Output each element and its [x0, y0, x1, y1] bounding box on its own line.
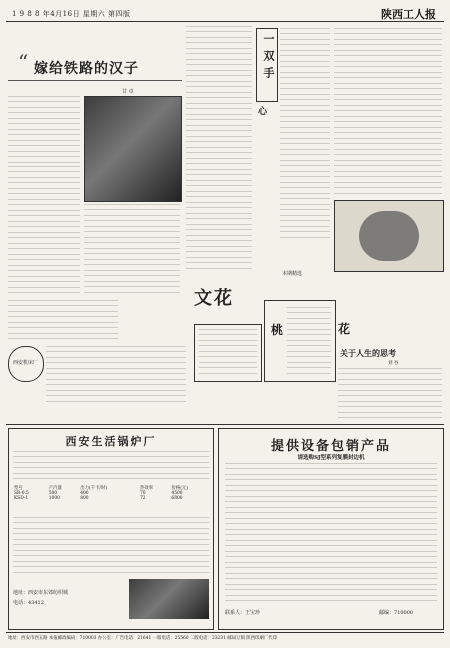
address-label: 地址： — [13, 590, 29, 596]
ad-right-postcode — [379, 609, 413, 616]
th-output: 出力(千卡/时) — [80, 486, 108, 491]
feature-side-label: 心 — [258, 107, 268, 117]
feature-title — [260, 33, 276, 84]
article-railway — [8, 26, 182, 298]
cell: 1000 — [48, 496, 60, 501]
peach-left-char: 桃 — [271, 323, 284, 337]
cell: 400 — [80, 491, 89, 496]
ad-left — [8, 428, 214, 630]
cell: SR-0.5 — [14, 491, 29, 496]
culture-title: 文花 — [194, 288, 234, 309]
article-text-col3 — [84, 204, 180, 296]
postcode-label: 邮编： — [379, 610, 395, 616]
ad-left-body — [13, 517, 209, 577]
culture-peach-box — [264, 300, 336, 382]
ad-right-body — [225, 463, 437, 603]
article-byline: 甘 卓 — [122, 89, 134, 95]
stamp-label: 西安机床厂 — [13, 360, 39, 366]
article-text-col1 — [8, 96, 80, 164]
footer-rule — [6, 632, 444, 633]
th-efficiency: 热效率 — [139, 486, 154, 491]
lower-left-text — [8, 300, 118, 342]
lower-mid-text — [46, 346, 186, 406]
ad-right-subtitle: 请选购SJ型系列复膜封边机 — [297, 455, 365, 461]
feature-text-col1 — [280, 28, 330, 238]
headline-rule — [8, 80, 182, 81]
address-value: 西安市东郊纺织城 — [28, 590, 69, 596]
table-row — [13, 496, 209, 501]
ad-left-title: 西安生活锅炉厂 — [65, 435, 157, 448]
cell: 72 — [139, 496, 146, 501]
postcode-value: 710000 — [394, 610, 414, 616]
illustration-box — [334, 200, 444, 272]
ad-left-table — [13, 485, 209, 501]
culture-title-block — [194, 276, 254, 322]
peach-right-char: 花 — [338, 322, 351, 336]
phone-label: 电话： — [13, 600, 29, 606]
article-photo — [84, 96, 182, 202]
ad-right-title: 提供设备包销产品 — [270, 439, 391, 454]
life-headline: 关于人生的思考 — [340, 348, 396, 358]
ads-rule — [6, 424, 444, 425]
masthead — [6, 6, 444, 20]
illustration-figure — [359, 211, 419, 261]
cell: 800 — [80, 496, 89, 501]
ad-right — [218, 428, 444, 630]
feature-text-col2 — [334, 28, 442, 198]
ad-left-phone — [13, 599, 44, 606]
cell: 70 — [139, 491, 146, 496]
feature-char-1: 一 — [262, 33, 275, 50]
article-headline: 嫁给铁路的汉子 — [34, 61, 139, 77]
life-byline: 刘 谷 — [388, 361, 399, 366]
paper-logo: 陕西工人报 — [381, 8, 436, 21]
cell: 500 — [48, 491, 58, 496]
culture-side-text — [199, 329, 257, 377]
date-line: 1 9 8 8 年4月16日 星期六 第四版 — [12, 10, 131, 18]
footer-text: 地址：西安市西五路 本报邮政编码：710003 办公室：广告电话：21641 一版电话：25560 二版电话：23231 邮局订阅 陕西印刷厂代印 — [8, 636, 278, 641]
peach-text — [287, 307, 331, 377]
ad-left-intro — [13, 451, 209, 481]
article-text-col2 — [8, 166, 80, 296]
feature-char-3: 手 — [262, 67, 275, 84]
cell: 6800 — [171, 496, 183, 501]
masthead-rule — [6, 21, 444, 22]
cell: KSD-1 — [14, 496, 29, 501]
phone-value: 43412 — [28, 600, 44, 606]
stamp-seal — [8, 346, 44, 382]
life-text — [338, 368, 442, 420]
feature-char-2: 双 — [262, 50, 275, 67]
ad-left-address — [13, 589, 68, 596]
cell: 4500 — [171, 491, 183, 496]
ad-left-photo — [129, 579, 209, 619]
th-steam: 产汽量 — [48, 486, 62, 491]
th-model: 型号 — [14, 486, 23, 491]
feature-title-box — [256, 28, 278, 102]
quote-mark: “ — [18, 50, 29, 74]
culture-label: 本期精选 — [282, 271, 303, 277]
middle-text-column — [186, 26, 252, 272]
th-price: 价格(元) — [171, 486, 189, 491]
ad-right-contact: 联系人：王宝珍 — [225, 610, 261, 616]
culture-side-box — [194, 324, 262, 382]
